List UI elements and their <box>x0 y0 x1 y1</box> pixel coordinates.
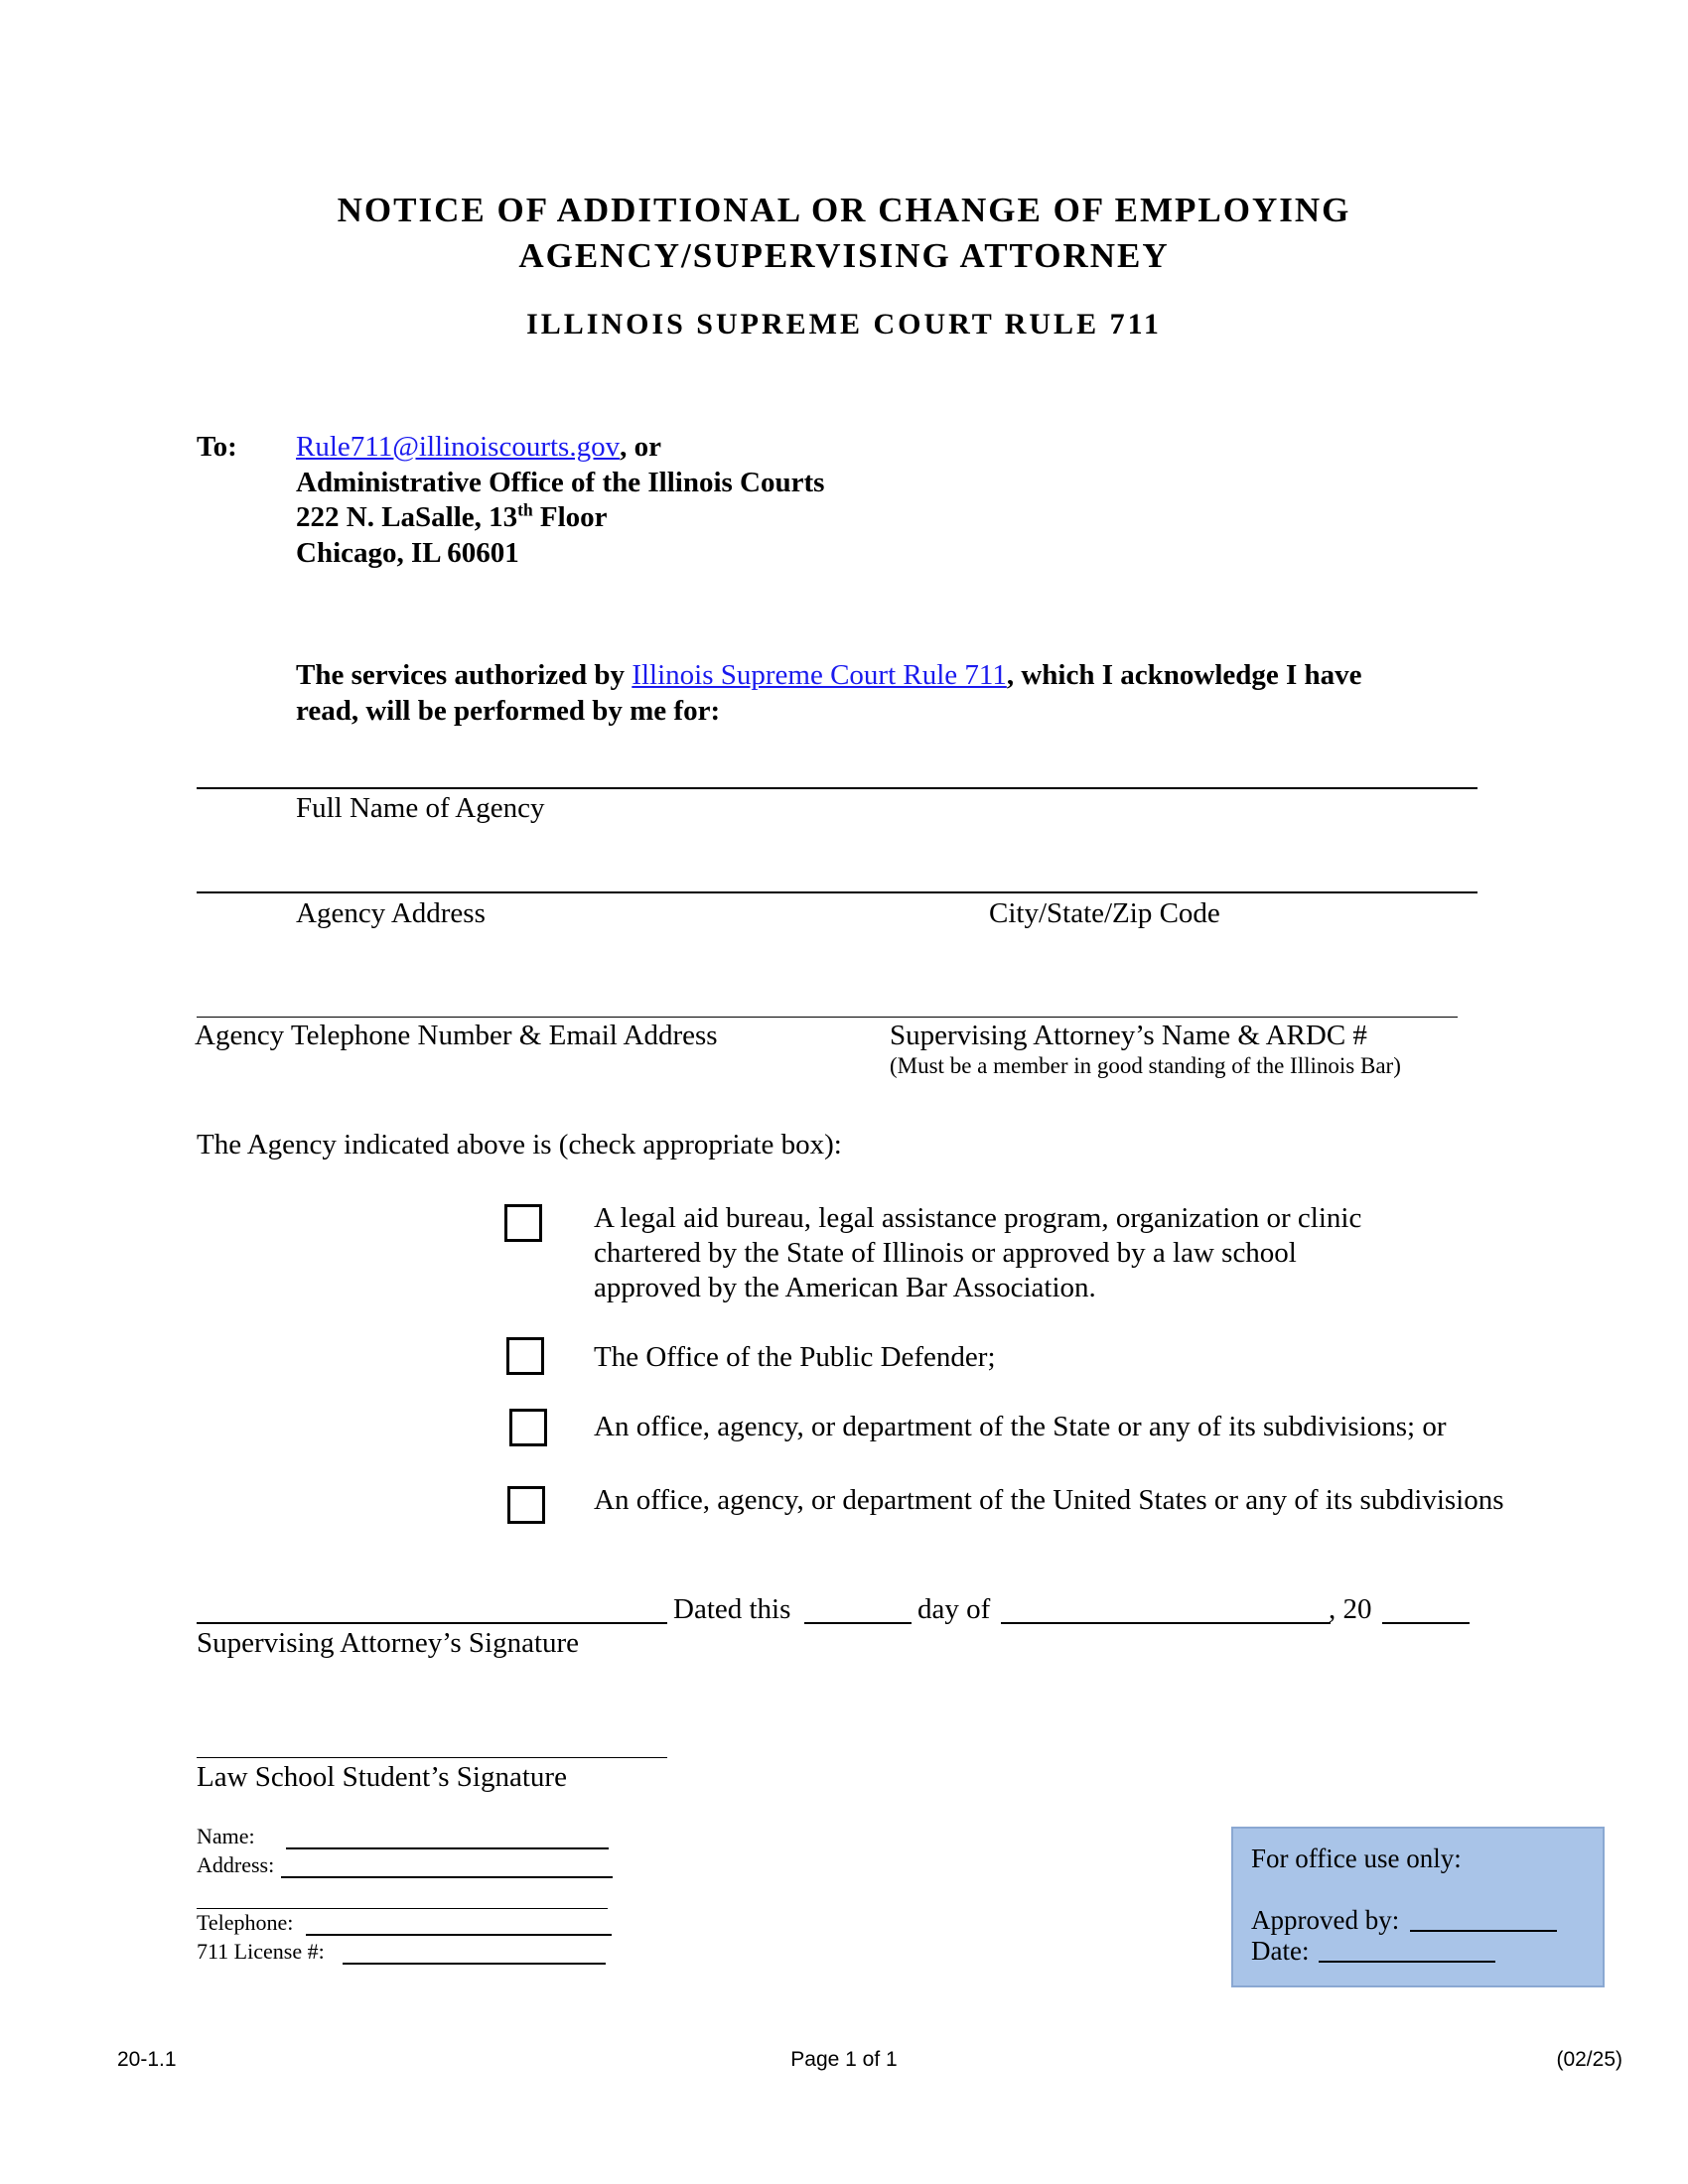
address-prefix: 222 N. LaSalle, 13 <box>296 501 518 533</box>
checkbox-public-defender[interactable] <box>506 1337 544 1375</box>
address-label: Address: <box>197 1852 275 1877</box>
intro-prefix: The services authorized by <box>296 659 633 691</box>
day-of-label: day of <box>917 1593 991 1625</box>
office-date-blank[interactable] <box>1319 1961 1495 1963</box>
office-date-label: Date: <box>1251 1936 1310 1966</box>
intro-suffix: , which I acknowledge I have <box>1006 659 1362 691</box>
form-title-line2: AGENCY/SUPERVISING ATTORNEY <box>518 236 1170 275</box>
address-blank[interactable] <box>281 1876 613 1878</box>
revision-date: (02/25) <box>1556 2048 1622 2071</box>
office-name: Administrative Office of the Illinois Courts <box>296 467 825 498</box>
intro-line2: read, will be performed by me for: <box>296 695 721 727</box>
form-number: 20-1.1 <box>117 2048 177 2071</box>
telephone-blank[interactable] <box>306 1934 612 1936</box>
form-subtitle: ILLINOIS SUPREME COURT RULE 711 <box>526 308 1162 341</box>
option-public-defender: The Office of the Public Defender; <box>594 1341 996 1373</box>
to-label: To: <box>197 431 237 463</box>
checkbox-legal-aid[interactable] <box>504 1204 542 1242</box>
license-label: 711 License #: <box>197 1939 325 1964</box>
option-legal-aid-line1: A legal aid bureau, legal assistance program, organization or clinic <box>594 1202 1362 1234</box>
supervisor-signature-label: Supervising Attorney’s Signature <box>197 1627 580 1659</box>
office-address <box>296 499 608 535</box>
rule-711-link[interactable]: Illinois Supreme Court Rule 711 <box>632 659 1007 691</box>
option-legal-aid-line3: approved by the American Bar Association. <box>594 1272 1096 1303</box>
agency-type-prompt: The Agency indicated above is (check appropriate box): <box>197 1129 842 1160</box>
form-title-line1: NOTICE OF ADDITIONAL OR CHANGE OF EMPLOYING <box>337 191 1351 229</box>
supervisor-note: (Must be a member in good standing of the Illinois Bar) <box>890 1053 1401 1078</box>
office-use-box <box>1231 1827 1605 1987</box>
agency-name-label: Full Name of Agency <box>296 792 545 824</box>
supervisor-name-label: Supervising Attorney’s Name & ARDC # <box>890 1020 1367 1051</box>
dated-this-label: Dated this <box>673 1593 791 1625</box>
city-state-zip-label: City/State/Zip Code <box>989 897 1220 929</box>
agency-name-line[interactable] <box>197 787 1477 789</box>
agency-address-line[interactable] <box>197 891 1477 893</box>
name-blank[interactable] <box>286 1847 609 1849</box>
option-legal-aid-line2: chartered by the State of Illinois or approved by a law school <box>594 1237 1297 1269</box>
day-blank[interactable] <box>804 1622 912 1624</box>
office-use-heading: For office use only: <box>1251 1843 1462 1873</box>
year-prefix: , 20 <box>1329 1593 1372 1625</box>
intro-line1 <box>296 657 1362 693</box>
address-suffix: Floor <box>532 501 608 533</box>
option-us-office: An office, agency, or department of the United States or any of its subdivisions <box>594 1484 1504 1516</box>
email-suffix: , or <box>620 431 661 463</box>
student-signature-line[interactable] <box>197 1757 667 1758</box>
page-number: Page 1 of 1 <box>790 2048 898 2071</box>
checkbox-state-office[interactable] <box>509 1409 547 1446</box>
option-state-office: An office, agency, or department of the State or any of its subdivisions; or <box>594 1411 1447 1442</box>
month-blank[interactable] <box>1001 1622 1331 1624</box>
agency-address-label: Agency Address <box>296 897 486 929</box>
license-blank[interactable] <box>343 1963 606 1965</box>
agency-phone-email-label: Agency Telephone Number & Email Address <box>195 1020 718 1051</box>
approved-by-blank[interactable] <box>1410 1930 1557 1932</box>
to-email-line <box>296 429 661 465</box>
year-blank[interactable] <box>1382 1622 1470 1624</box>
office-city: Chicago, IL 60601 <box>296 537 519 569</box>
telephone-label: Telephone: <box>197 1910 294 1935</box>
email-link[interactable]: Rule711@illinoiscourts.gov <box>296 431 621 463</box>
student-signature-label: Law School Student’s Signature <box>197 1761 567 1793</box>
address-sup: th <box>517 499 533 520</box>
supervisor-signature-line[interactable] <box>197 1622 667 1624</box>
approved-by-label: Approved by: <box>1251 1905 1400 1935</box>
name-label: Name: <box>197 1824 255 1848</box>
checkbox-us-office[interactable] <box>507 1486 545 1524</box>
